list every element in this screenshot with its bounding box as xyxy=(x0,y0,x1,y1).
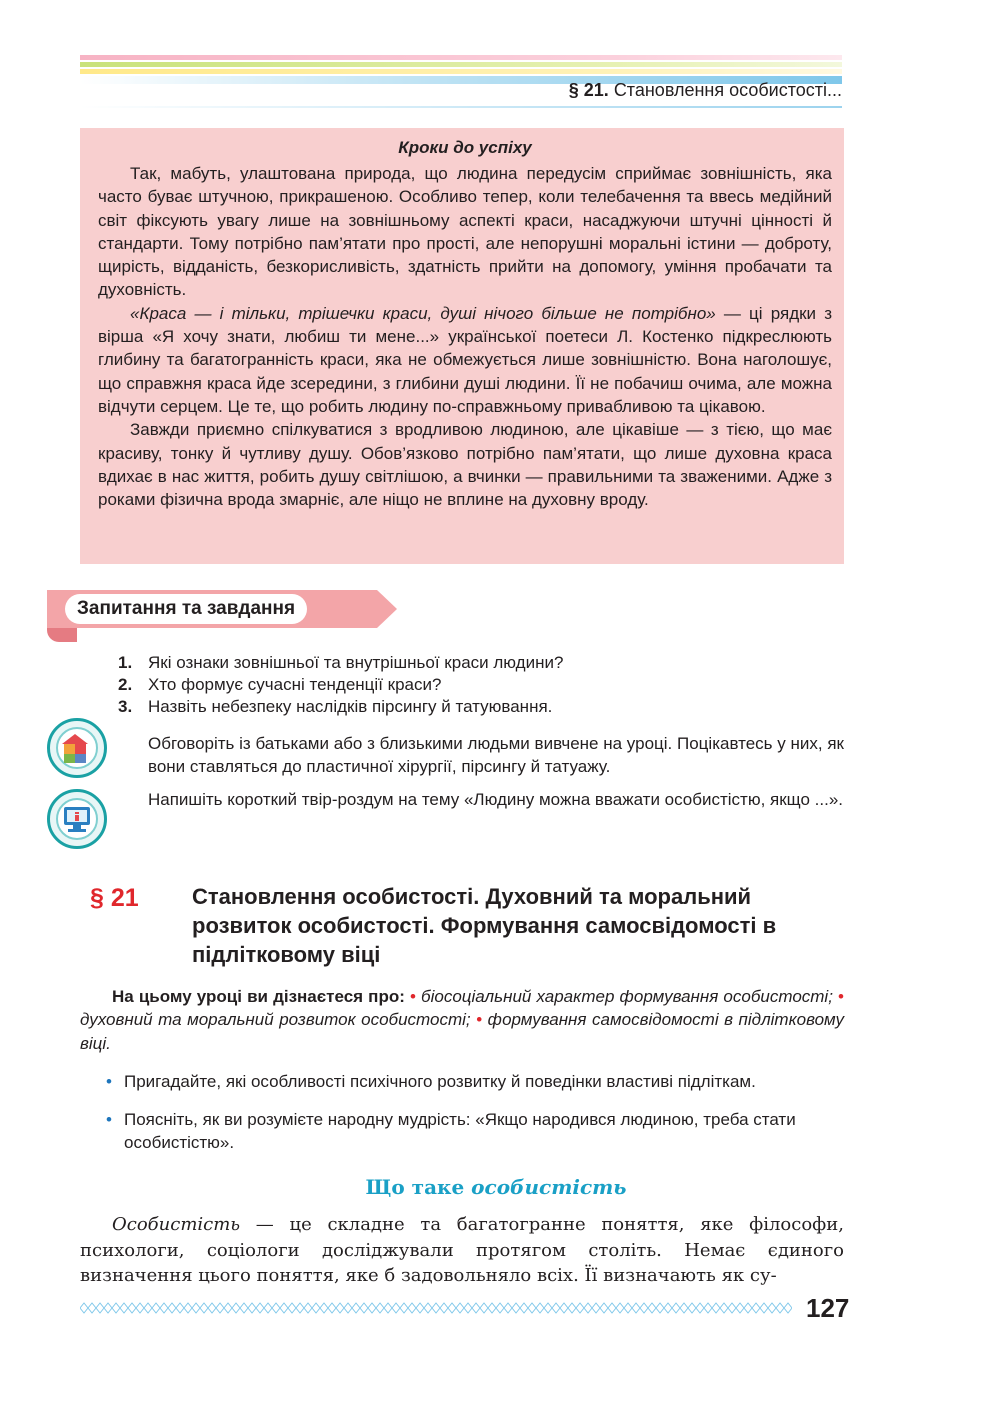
header-section-title: Становлення особистості... xyxy=(613,80,842,100)
question-number: 1. xyxy=(118,653,133,672)
objective-item: біосоціальний характер формування особистості; xyxy=(421,987,833,1006)
recall-text: Пригадайте, які особливості психічного розвитку й поведінки властиві підліткам. xyxy=(124,1072,756,1091)
questions-title: Запитання та завдання xyxy=(65,594,307,624)
red-bullet: • xyxy=(476,1010,483,1030)
question-item xyxy=(118,674,838,696)
questions-banner xyxy=(47,590,397,646)
recall-item xyxy=(106,1070,846,1093)
question-item xyxy=(118,696,838,718)
question-text: Назвіть небезпеку наслідків пірсингу й татуювання. xyxy=(148,697,553,716)
success-paragraph-1: Так, мабуть, улаштована природа, що людина передусім сприймає зовнішність, яка часто буває штучною, прикрашеною. Особливо тепер, коли телебачення та ввесь медійний світ фіксують увагу лише на зовнішньому аспекті краси, насаджуючи штучні цінності й стандарти. Тому потрібно пам’ятати про прості, але непорушні моральні істини — доброту, щирість, відданість, безкорисливість, здатність прийти на допомогу, уміння пробачати та духовність. xyxy=(98,164,832,300)
running-header xyxy=(569,80,842,101)
success-box-title: Кроки до успіху xyxy=(398,138,532,157)
subheading-italic: особистість xyxy=(471,1175,627,1199)
question-text: Які ознаки зовнішньої та внутрішньої краси людини? xyxy=(148,653,564,672)
red-bullet: • xyxy=(838,987,844,1006)
definition-text: — це складне та багатогранне поняття, яке філософи, психологи, соціологи досліджували протягом століть. Немає єдиного визначення цього поняття, яке б задовольняло всіх. Її визначають як су- xyxy=(80,1214,844,1286)
header-section-mark: § 21. xyxy=(568,80,609,100)
definition-paragraph xyxy=(80,1212,844,1289)
recall-item xyxy=(106,1108,846,1155)
task-write-essay: Напишіть короткий твір-роздум на тему «Людину можна вважати особистістю, якщо ...». xyxy=(148,790,844,809)
subheading xyxy=(0,1175,992,1199)
blue-bullet: • xyxy=(106,1110,112,1129)
success-paragraph-2 xyxy=(98,302,832,418)
objective-item: духовний та моральний розвиток особистості; xyxy=(80,1010,471,1030)
puzzle-icon xyxy=(47,718,107,778)
page-number: 127 xyxy=(806,1293,850,1323)
computer-info-icon xyxy=(47,789,107,849)
success-steps-box xyxy=(80,128,844,564)
questions-list xyxy=(118,652,838,718)
success-paragraph-3: Завжди приємно спілкуватися з вродливою людиною, але цікавіше — з тією, що має красиву, тонку й чутливу душу. Обов’язково потрібно пам’ятати, що лише духовна краса вдихає в нас життя, робить душу світлішою, а вчинки — правильними та зваженими. Адже з роками фізична врода змарніє, але ніщо не вплине на духовну вроду. xyxy=(98,420,832,510)
question-text: Хто формує сучасні тенденції краси? xyxy=(148,675,442,694)
task-discuss-with-family: Обговоріть із батьками або з близькими людьми вивчене на уроці. Поцікавтесь у них, як вони ставляться до пластичної хірургії, пірсингу й татуажу. xyxy=(148,734,844,777)
objective-item: формування самосвідомості в підлітковому віці. xyxy=(80,1010,844,1053)
question-item xyxy=(118,652,838,674)
header-rule xyxy=(80,106,842,108)
blue-bullet: • xyxy=(106,1072,112,1091)
lesson-objectives xyxy=(80,985,844,1055)
subheading-plain: Що таке xyxy=(365,1175,472,1199)
section-title: Становлення особистості. Духовний та моральний розвиток особистості. Формування самосвідомості в підлітковому віці xyxy=(192,884,777,967)
question-number: 2. xyxy=(118,675,133,694)
kostenko-quote: «Краса — і тільки, трішечки краси, душі нічого більше не потрібно» xyxy=(130,303,716,323)
question-number: 3. xyxy=(118,697,133,716)
objectives-lead: На цьому уроці ви дізнаєтеся про: xyxy=(112,987,405,1006)
success-paragraph-2-rest: — ці рядки з вірша «Я хочу знати, любиш ти мене...» української поетеси Л. Костенко підкреслюють глибину та багатогранність краси, яка не обмежується лише зовнішністю. Вона наголошує, що справжня краса йде зсередини, з глибини душі людини. Її не побачиш очима, але можна відчути серцем. Це те, що робить людину по-справжньому привабливою та цікавою. xyxy=(98,303,832,416)
definition-term: Особистість xyxy=(112,1214,241,1235)
footer-wave-rule xyxy=(80,1302,792,1314)
recall-text: Поясніть, як ви розумієте народну мудрість: «Якщо народився людиною, треба стати особистістю». xyxy=(124,1110,796,1153)
red-bullet: • xyxy=(409,987,416,1006)
section-number: § 21 xyxy=(90,884,139,912)
